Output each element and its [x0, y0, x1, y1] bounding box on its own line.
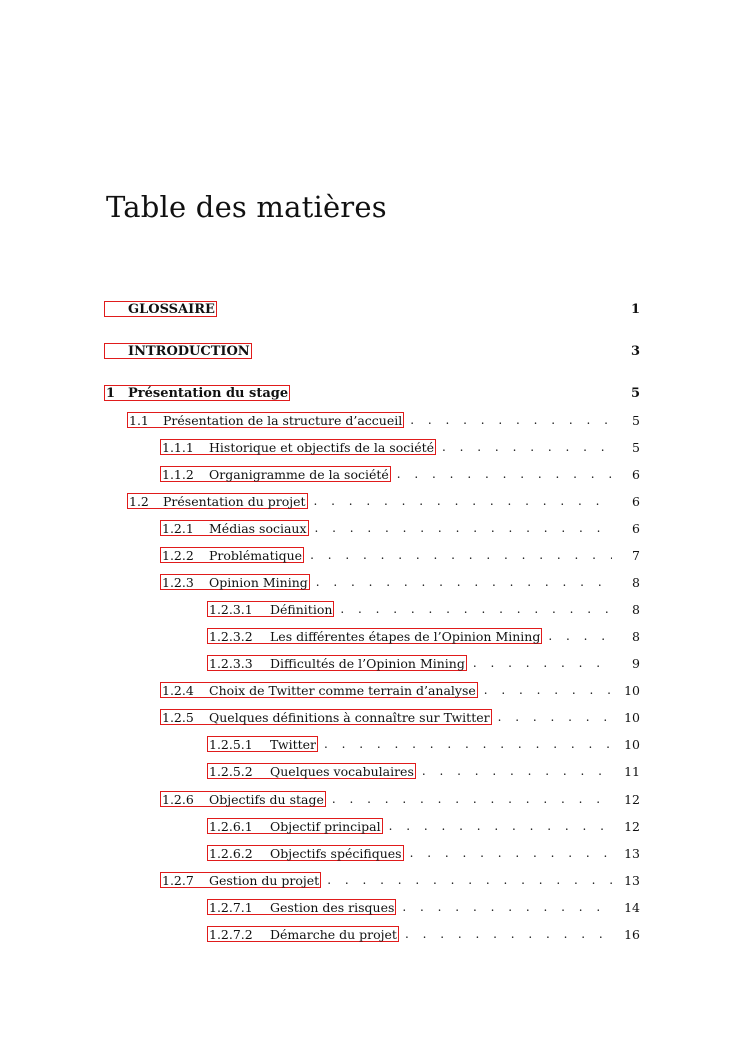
toc-link[interactable]	[104, 385, 290, 401]
toc-entry-number: 1.2.5	[162, 709, 194, 725]
toc-page-number: 12	[624, 791, 640, 807]
page-title: Table des matières	[106, 190, 387, 224]
toc-entry-title: Choix de Twitter comme terrain d’analyse	[209, 682, 476, 698]
toc-link[interactable]	[207, 926, 399, 942]
toc-page-number: 8	[632, 628, 640, 644]
toc-page-number: 6	[632, 466, 640, 482]
toc-entry	[104, 340, 640, 362]
toc-dot-leader	[410, 412, 612, 428]
toc-entry-number: 1.2.1	[162, 520, 194, 536]
toc-entry-number: 1.2.4	[162, 682, 194, 698]
toc-dot-leader	[310, 547, 612, 563]
toc-link[interactable]	[160, 547, 304, 563]
toc-page-number: 1	[630, 301, 640, 317]
toc-entry-title: Objectif principal	[270, 818, 381, 834]
toc-entry	[207, 652, 640, 674]
toc-link[interactable]	[127, 493, 308, 509]
toc-link[interactable]	[127, 412, 404, 428]
toc-page-number: 12	[624, 818, 640, 834]
toc-link[interactable]	[160, 791, 326, 807]
toc-link[interactable]	[207, 628, 542, 644]
toc-entry-number: 1.2.6.1	[209, 818, 253, 834]
toc-entry	[160, 788, 640, 810]
toc-entry-number: 1.2.5.2	[209, 763, 253, 779]
toc-entry-title: Objectifs du stage	[209, 791, 324, 807]
toc-page-number: 6	[632, 520, 640, 536]
toc-entry-number: 1.2.3.2	[209, 628, 253, 644]
toc-entry-title: Historique et objectifs de la société	[209, 439, 435, 455]
toc-entry-number: 1.2.3	[162, 574, 194, 590]
toc-page-number: 5	[632, 439, 640, 455]
toc-page-number: 6	[632, 493, 640, 509]
toc-page-number: 11	[624, 763, 640, 779]
toc-entry	[207, 815, 640, 837]
toc-entry-title: Organigramme de la société	[209, 466, 389, 482]
toc-dot-leader	[397, 466, 612, 482]
toc-page-number: 3	[630, 343, 640, 359]
toc-entry	[104, 298, 640, 320]
toc-link[interactable]	[160, 466, 391, 482]
toc-entry-number: 1.2.2	[162, 547, 194, 563]
toc-entry-number: 1.1	[129, 412, 149, 428]
toc-entry	[160, 544, 640, 566]
toc-dot-leader	[410, 845, 612, 861]
toc-link[interactable]	[207, 736, 318, 752]
toc-entry	[160, 679, 640, 701]
toc-entry	[207, 842, 640, 864]
toc-entry	[207, 760, 640, 782]
toc-page-number: 5	[632, 412, 640, 428]
toc-page-number: 14	[624, 899, 640, 915]
toc-dot-leader	[473, 655, 612, 671]
toc-entry-number: 1.1.1	[162, 439, 194, 455]
toc-entry	[160, 463, 640, 485]
toc-link[interactable]	[207, 899, 396, 915]
toc-entry-number: 1.1.2	[162, 466, 194, 482]
toc-entry-number: 1.2.3.3	[209, 655, 253, 671]
toc-dot-leader	[484, 682, 612, 698]
toc-link[interactable]	[160, 872, 321, 888]
toc-dot-leader	[548, 628, 612, 644]
toc-entry	[160, 869, 640, 891]
toc-entry	[207, 896, 640, 918]
toc-dot-leader	[405, 926, 612, 942]
toc-page-number: 13	[624, 872, 640, 888]
toc-link[interactable]	[207, 655, 467, 671]
toc-entry-title: Les différentes étapes de l’Opinion Mining	[270, 628, 541, 644]
toc-entry	[104, 382, 640, 404]
toc-entry-title: Médias sociaux	[209, 520, 307, 536]
toc-link[interactable]	[207, 818, 383, 834]
toc-entry-number: 1	[106, 385, 116, 401]
toc-entry-title: Définition	[270, 601, 333, 617]
toc-link[interactable]	[160, 682, 478, 698]
toc-link[interactable]	[160, 439, 436, 455]
toc-page-number: 5	[630, 385, 640, 401]
toc-entry-title: Gestion des risques	[270, 899, 395, 915]
toc-entry	[160, 571, 640, 593]
toc-link[interactable]	[160, 574, 310, 590]
toc-entry-title: Présentation du projet	[163, 493, 306, 509]
toc-page-number: 13	[624, 845, 640, 861]
toc-link[interactable]	[104, 343, 252, 359]
toc-entry-title: Présentation de la structure d’accueil	[163, 412, 403, 428]
toc-entry-number: 1.2.7	[162, 872, 194, 888]
toc-page-number: 10	[624, 709, 640, 725]
toc-entry	[160, 436, 640, 458]
toc-entry-title: Gestion du projet	[209, 872, 320, 888]
toc-page-number: 8	[632, 601, 640, 617]
toc-entry-title: Présentation du stage	[128, 385, 289, 401]
toc-dot-leader	[389, 818, 612, 834]
toc-entry-number: 1.2.3.1	[209, 601, 253, 617]
toc-entry	[160, 517, 640, 539]
toc-dot-leader	[316, 574, 612, 590]
toc-dot-leader	[422, 763, 612, 779]
toc-page-number: 10	[624, 736, 640, 752]
toc-page-number: 8	[632, 574, 640, 590]
toc-dot-leader	[327, 872, 612, 888]
toc-entry-number: 1.2	[129, 493, 149, 509]
toc-entry-title: Quelques définitions à connaître sur Twitter	[209, 709, 490, 725]
toc-link[interactable]	[160, 520, 309, 536]
toc-entry-number: 1.2.5.1	[209, 736, 253, 752]
toc-entry-number: 1.2.6.2	[209, 845, 253, 861]
toc-entry-title: Problématique	[209, 547, 303, 563]
toc-entry-title: Objectifs spécifiques	[270, 845, 402, 861]
toc-entry-number: 1.2.6	[162, 791, 194, 807]
toc-entry	[207, 923, 640, 945]
toc-link[interactable]	[160, 709, 492, 725]
toc-entry	[127, 490, 640, 512]
toc-entry	[207, 733, 640, 755]
toc-entry-title: Difficultés de l’Opinion Mining	[270, 655, 465, 671]
toc-entry-title: Twitter	[270, 736, 317, 752]
toc-link[interactable]	[104, 301, 217, 317]
toc-link[interactable]	[207, 601, 334, 617]
toc-page-number: 10	[624, 682, 640, 698]
toc-entry	[207, 598, 640, 620]
toc-dot-leader	[315, 520, 612, 536]
toc-link[interactable]	[207, 763, 416, 779]
toc-page-number: 16	[624, 926, 640, 942]
toc-dot-leader	[314, 493, 612, 509]
toc-dot-leader	[324, 736, 612, 752]
toc-dot-leader	[402, 899, 612, 915]
toc-dot-leader	[442, 439, 612, 455]
toc-entry	[160, 706, 640, 728]
toc-dot-leader	[498, 709, 612, 725]
toc-link[interactable]	[207, 845, 404, 861]
toc-entry-number: 1.2.7.1	[209, 899, 253, 915]
toc-entry-title: Démarche du projet	[270, 926, 397, 942]
toc-page-number: 9	[632, 655, 640, 671]
toc-entry-title: INTRODUCTION	[128, 343, 250, 359]
toc-entry-title: Opinion Mining	[209, 574, 308, 590]
toc-dot-leader	[332, 791, 612, 807]
toc-entry-number: 1.2.7.2	[209, 926, 253, 942]
toc-entry-title: GLOSSAIRE	[128, 301, 215, 317]
toc-entry-title: Quelques vocabulaires	[270, 763, 414, 779]
toc-dot-leader	[340, 601, 612, 617]
toc-entry	[207, 625, 640, 647]
toc-page-number: 7	[632, 547, 640, 563]
toc-entry	[127, 409, 640, 431]
